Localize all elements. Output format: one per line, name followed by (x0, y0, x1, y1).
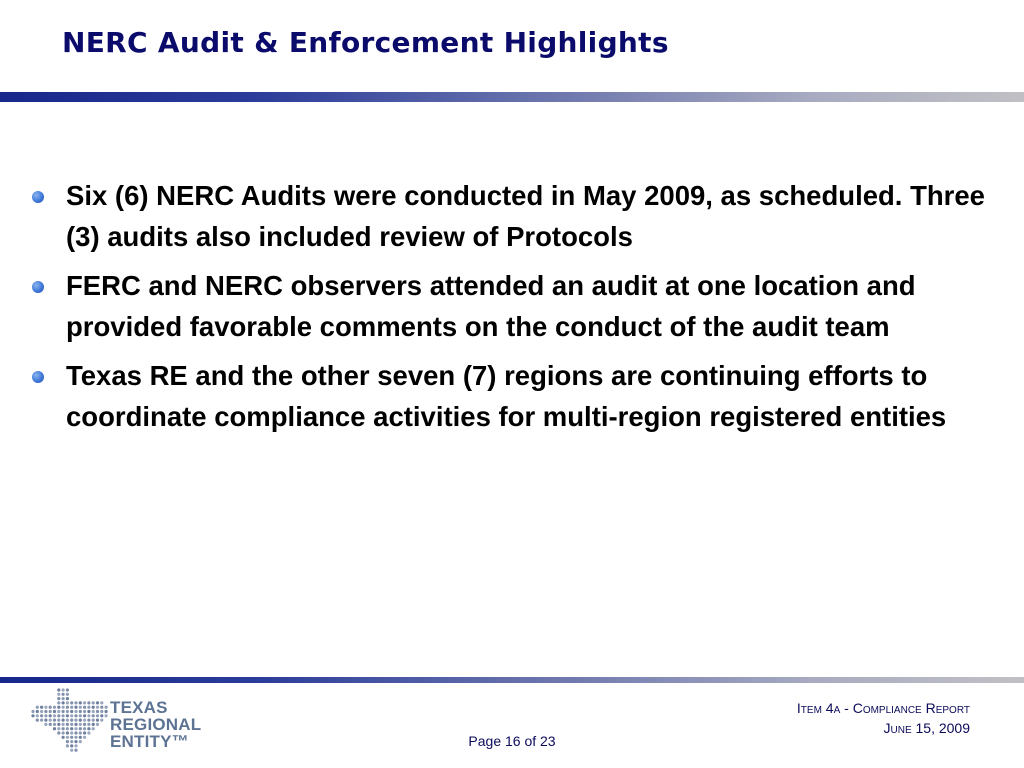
bullet-item (30, 266, 990, 347)
bullet-item (30, 176, 990, 257)
slide-title: NERC Audit & Enforcement Highlights (62, 26, 669, 59)
bullet-text: Texas RE and the other seven (7) regions are continuing efforts to coordinate compliance activities for multi-region registered entities (66, 360, 947, 432)
logo-line-entity: ENTITY™ (110, 732, 189, 751)
title-divider (0, 92, 1024, 102)
bullet-text: Six (6) NERC Audits were conducted in May 2009, as scheduled. Three (3) audits also included review of Protocols (66, 180, 985, 252)
report-item: Item 4a - Compliance Report (796, 700, 970, 716)
bullet-dot-icon (32, 281, 44, 293)
report-date: June 15, 2009 (883, 720, 970, 736)
bullet-dot-icon (32, 371, 44, 383)
bullet-item (30, 356, 990, 437)
footer-divider (0, 677, 1024, 683)
bullet-text: FERC and NERC observers attended an audit at one location and provided favorable comments on the conduct of the audit team (66, 270, 916, 342)
page-number: Page 16 of 23 (468, 733, 556, 749)
bullet-dot-icon (32, 191, 44, 203)
logo-line-regional: REGIONAL (110, 715, 202, 734)
report-info (797, 698, 970, 738)
bullet-list (30, 176, 990, 446)
logo-line-texas: TEXAS (110, 698, 168, 717)
